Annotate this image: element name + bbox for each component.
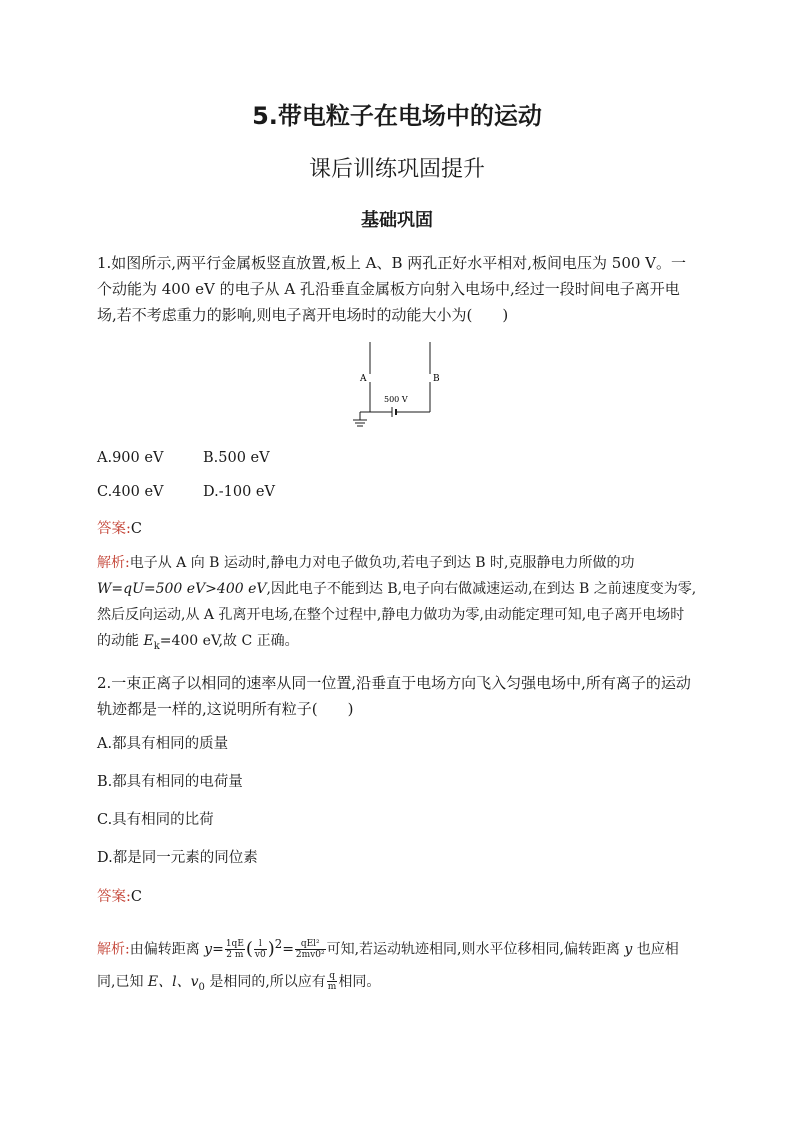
q1-option-a: A.900 eV [97,450,164,466]
q2-option-a: A.都具有相同的质量 [97,736,229,752]
q2-expl-t2: 可知,若运动轨迹相同,则水平位移相同,偏转距离 [326,941,625,958]
q2-expl-t1: 由偏转距离 [129,941,205,958]
q2-frac-2-num: l [254,939,267,950]
q1-ek-symbol: E [143,633,154,649]
q2-y-symbol-2: y [624,941,633,958]
q2-explanation-label: 解析: [97,941,130,958]
q2-option-c: C.具有相同的比荷 [97,812,214,828]
q2-frac-qm-den: m [327,982,337,993]
q2-expl-t3: 也应相同,已知 [97,941,679,990]
q2-explanation: 解析:由偏转距离 y= $\frac{1qE}{2 m}$ ( $\frac{l}{v0}$ )$^2$= $\frac{\text{qEl²}}{\text{2mv0²}}$ 可知,若运动轨迹相同,则水平位移相同,偏转距离 y 也应相同,已知 E、l、$v_0$ 是相同的,所以应有 $\frac{q}{m}$ 相同。 [97,937,679,993]
q1-option-b: B.500 eV [203,450,270,466]
q2-vars: E、l、v [147,973,199,990]
q2-expl-t4: 是相同的,所以应有 [204,973,326,990]
q1-explanation-p1: 电子从 A 向 B 运动时,静电力对电子做负功,若电子到达 B 时,克服静电力所做的功 [129,555,635,571]
q2-frac-1-num: 1qE [225,939,244,950]
q2-answer-label: 答案: [97,889,131,905]
q2-frac-qm [327,971,338,992]
q2-frac-3 [295,939,326,960]
q1-answer-value: C [130,521,142,537]
q2-frac-3-num: qEl² [295,939,326,950]
q1-explanation-formula: W=qU=500 eV>400 eV [97,581,267,597]
q1-ek-sub: k [153,640,160,652]
label-a: A [360,374,367,384]
q1-circuit-diagram [348,338,448,428]
q1-option-d: D.-100 eV [203,484,275,500]
q1-stem: 1.如图所示,两平行金属板竖直放置,板上 A、B 两孔正好水平相对,板间电压为 500 V。一个动能为 400 eV 的电子从 A 孔沿垂直金属板方向射入电场中,经过一段时间电子离开电场,若不考虑重力的影响,则电子离开电场时的动能大小为( ) [97,254,687,324]
q2-answer [97,887,142,907]
q2-frac-3-den: 2mv0² [295,950,325,961]
section-heading: 基础巩固 [361,210,433,231]
page-title: 5.带电粒子在电场中的运动 [252,102,542,130]
label-b: B [433,374,440,384]
q1-explanation-p2: ,因此电子不能到达 B,电子向右做减速运动,在到达 B 之前速度变为零,然后反向运动,从 A 孔离开电场,在整个过程中,静电力做功为零,由动能定理可知,电子离开电场时的动能 [97,581,697,649]
q2-option-b: B.都具有相同的电荷量 [97,774,243,790]
q1-answer [97,519,142,539]
q2-frac-1-den: 2 m [226,950,244,961]
q1-answer-label: 答案: [97,521,131,537]
q2-y-symbol: y [204,941,213,958]
q2-expl-t5: 相同。 [338,973,381,990]
q1-option-c: C.400 eV [97,484,164,500]
q2-v-sub: 0 [198,981,205,993]
q2-answer-value: C [130,889,142,905]
voltage-label: 500 V [384,395,408,404]
q2-frac-qm-num: q [327,971,338,982]
q1-explanation-p3: =400 eV,故 C 正确。 [159,633,299,649]
q2-frac-2-den: v0 [254,950,266,961]
q2-frac-1 [225,939,245,960]
page-subtitle: 课后训练巩固提升 [308,157,485,182]
q1-explanation-label: 解析: [97,555,130,571]
q2-stem: 2.一束正离子以相同的速率从同一位置,沿垂直于电场方向飞入匀强电场中,所有离子的运动轨迹都是一样的,这说明所有粒子( ) [97,674,691,718]
q2-option-d: D.都是同一元素的同位素 [97,850,258,866]
q1-explanation [97,550,697,660]
q2-frac-2 [254,939,267,960]
